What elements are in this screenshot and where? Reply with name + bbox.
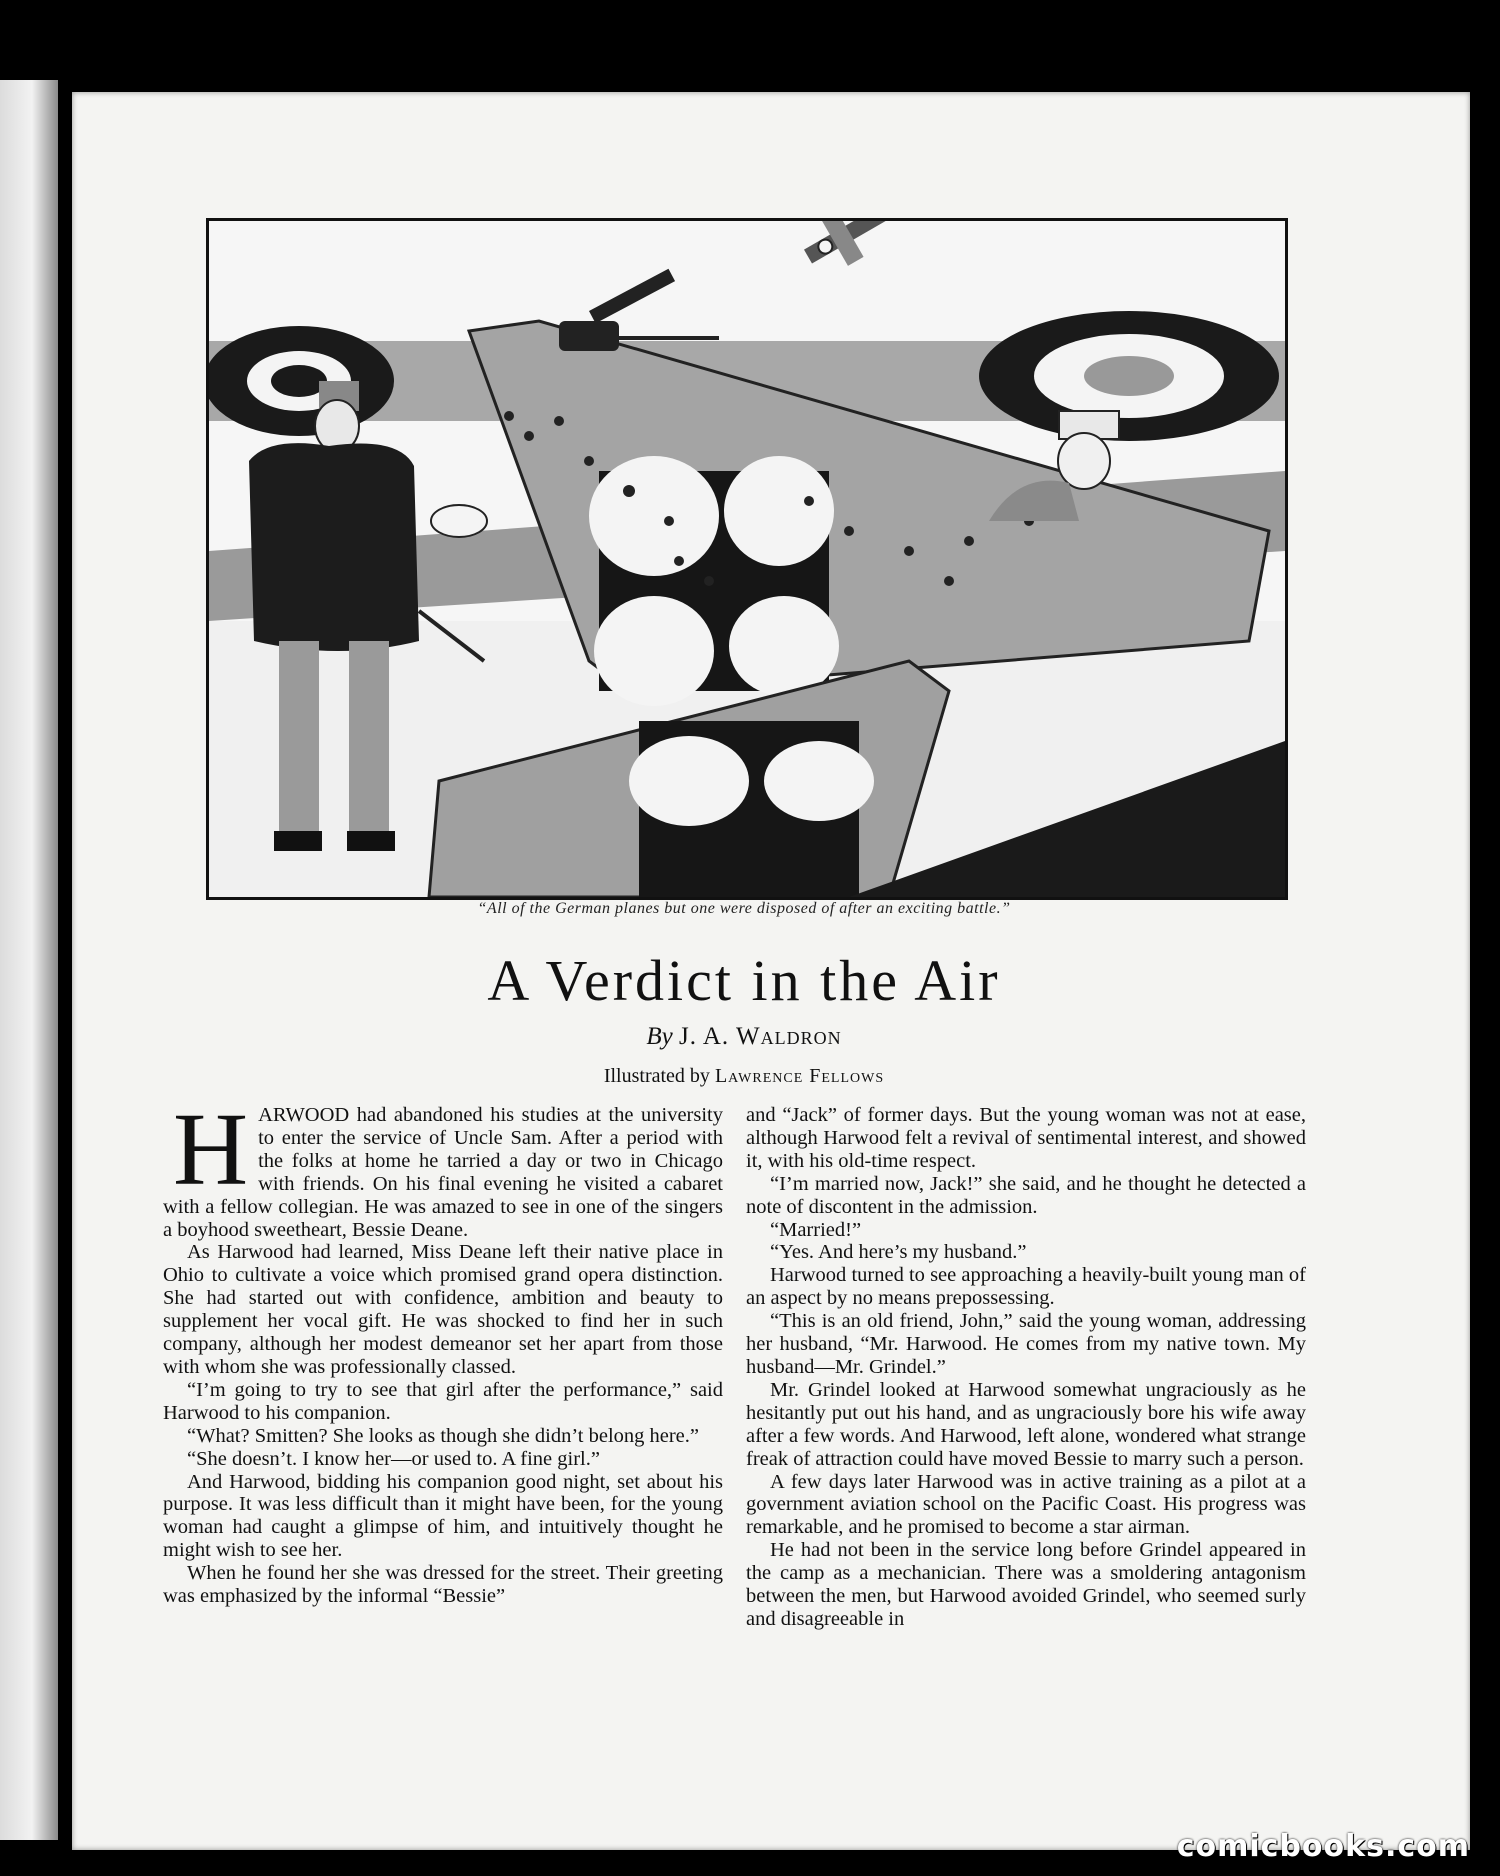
paragraph: Mr. Grindel looked at Harwood somewhat ungraciously as he hesitantly put out his hand, and as ungraciously bore his wife away after a few words. And Harwood, left alone, wondered what strange freak of attraction could have moved Bessie to marry such a person. [746,1378,1306,1470]
illustrator-credit [206,1063,1282,1089]
paragraph: Harwood turned to see approaching a heavily-built young man of an aspect by no means prepossessing. [746,1264,1306,1310]
paragraph: A few days later Harwood was in active training as a pilot at a government aviation school on the Pacific Coast. His progress was remarkable, and he promised to become a star airman. [746,1470,1306,1539]
byline [206,1022,1282,1052]
paragraph: He had not been in the service long before Grindel appeared in the camp as a mechanician. There was a smoldering antagonism between the men, but Harwood avoided Grindel, who seemed surly and disagreeable in [746,1539,1306,1630]
war-plane-illustration [206,218,1288,900]
article-column-right [746,1104,1306,1631]
paragraph-text: ARWOOD had abandoned his studies at the university to enter the service of Uncle Sam. After a period with the folks at home he tarried a day or two in Chicago with friends. On his final evening he visited a cabaret with a fellow collegian. He was amazed to see in one of the singers a boyhood sweetheart, Bessie Deane. [163,1104,723,1241]
paragraph: “Yes. And here’s my husband.” [770,1241,1027,1264]
paragraph: And Harwood, bidding his companion good night, set about his purpose. It was less difficult than it might have been, for the young woman had caught a glimpse of him, and intuitively thought he might wish to see her. [163,1470,723,1562]
paragraph: “She doesn’t. I know her—or used to. A fine girl.” [187,1447,600,1470]
drop-cap: H [173,1092,249,1207]
illustrated-by-label: Illustrated by [603,1065,710,1087]
paragraph: “What? Smitten? She looks as though she didn’t belong here.” [187,1424,700,1447]
byline-author: J. A. Waldron [679,1023,842,1050]
paragraph: “Married!” [770,1218,862,1241]
paragraph: As Harwood had learned, Miss Deane left their native place in Ohio to cultivate a voice which promised grand opera distinction. She had started out with confidence, ambition and beauty to supplement her vocal gift. He was shocked to find her in such company, although her modest demeanor set her apart from those with whom she was professionally classed. [163,1241,723,1378]
site-watermark: comicbooks.com [1176,1829,1470,1864]
article-title: A Verdict in the Air [487,948,1001,1013]
paragraph: “I’m going to try to see that girl after the performance,” said Harwood to his companion. [163,1378,723,1424]
paragraph: When he found her she was dressed for the street. Their greeting was emphasized by the informal “Bessie” [163,1562,723,1608]
facing-page-edge [0,80,58,1840]
paragraph: “This is an old friend, John,” said the young woman, addressing her husband, “Mr. Harwood. He comes from my native town. My husband—Mr. Grindel.” [746,1310,1306,1378]
illustrator-name: Lawrence Fellows [714,1065,885,1087]
paragraph [163,1092,723,1241]
illustration-caption: “All of the German planes but one were disposed of after an exciting battle.” [477,900,1011,917]
paragraph: and “Jack” of former days. But the young woman was not at ease, although Harwood felt a revival of sentimental interest, and showed it, with his old-time respect. [746,1104,1306,1172]
byline-by: By [646,1023,673,1050]
paragraph: “I’m married now, Jack!” she said, and he thought he detected a note of discontent in the admission. [746,1172,1306,1218]
article-column-left [163,1092,723,1608]
